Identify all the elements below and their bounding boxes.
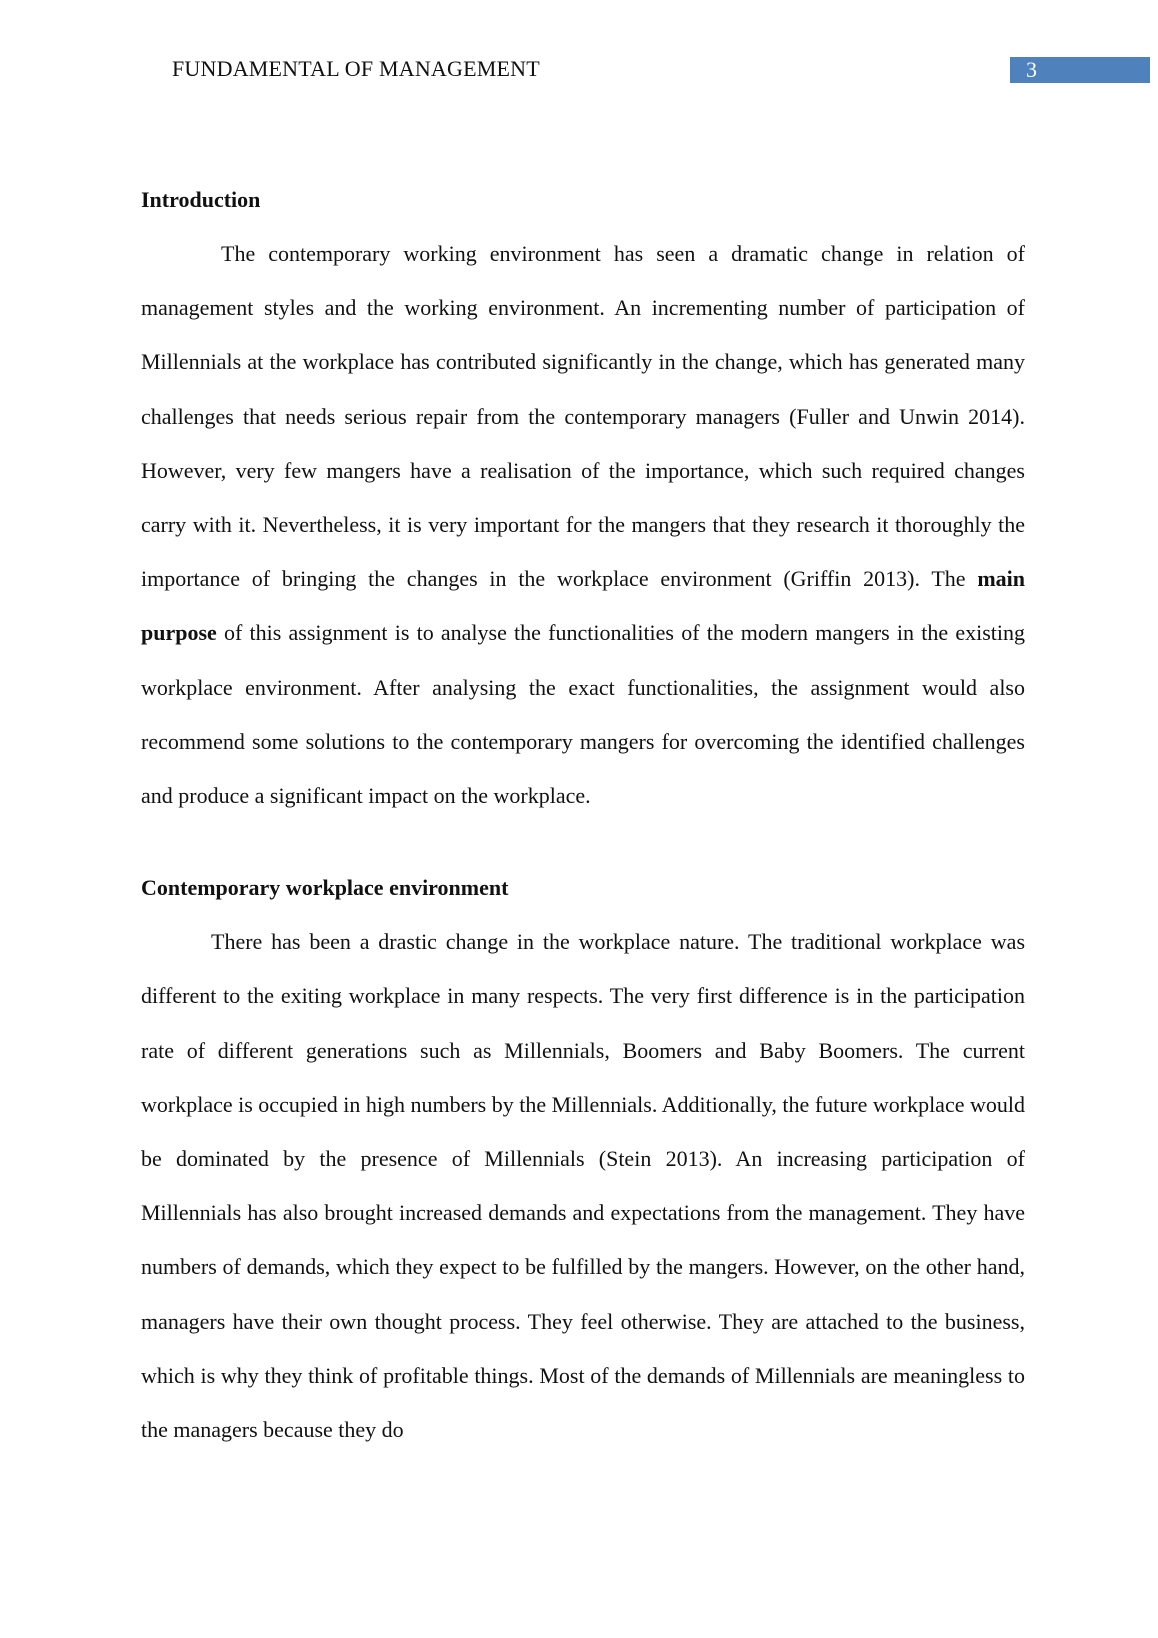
contemporary-workplace-paragraph: There has been a drastic change in the workplace nature. The traditional workplace was different to the exiting workplace in many respects. The very first difference is in the participation rate of different generations such as Millennials, Boomers and Baby Boomers. The current workplace is occupied in high numbers by the Millennials. Additionally, the future workplace would be dominated by the presence of Millennials (Stein 2013). An increasing participation of Millennials has also brought increased demands and expectations from the management. They have numbers of demands, which they expect to be fulfilled by the mangers. However, on the other hand, managers have their own thought process. They feel otherwise. They are attached to the business, which is why they think of profitable things. Most of the demands of Millennials are meaningless to the managers because they do <box>141 929 1025 1443</box>
introduction-paragraph <box>141 227 1025 823</box>
running-header-title: FUNDAMENTAL OF MANAGEMENT <box>172 56 540 81</box>
introduction-text-part-1: The contemporary working environment has seen a dramatic change in relation of management styles and the working environment. An incrementing number of participation of Millennials at the workplace has contributed significantly in the change, which has generated many challenges that needs serious repair from the contemporary managers (Fuller and Unwin 2014). However, very few mangers have a realisation of the importance, which such required changes carry with it. Nevertheless, it is very important for the mangers that they research it thoroughly the importance of bringing the changes in the workplace environment (Griffin 2013). The <box>141 241 1025 592</box>
introduction-heading: Introduction <box>141 187 261 212</box>
main-purpose-bold-text: main purpose <box>141 566 1025 646</box>
page-number-box <box>1010 57 1150 83</box>
introduction-text-part-2: of this assignment is to analyse the functionalities of the modern mangers in the existing workplace environment. After analysing the exact functionalities, the assignment would also recommend some solutions to the contemporary mangers for overcoming the identified challenges and produce a significant impact on the workplace. <box>141 620 1025 809</box>
page-number: 3 <box>1026 57 1037 82</box>
contemporary-workplace-heading: Contemporary workplace environment <box>141 875 509 901</box>
introduction-section <box>141 183 1025 823</box>
document-body <box>141 183 1025 1457</box>
contemporary-workplace-section <box>141 871 1025 1457</box>
